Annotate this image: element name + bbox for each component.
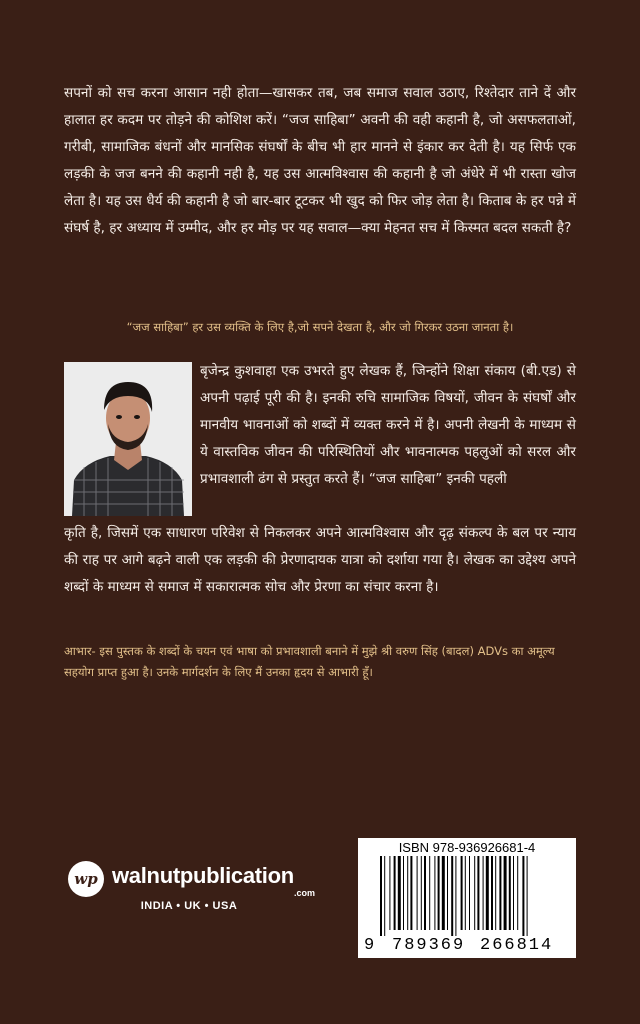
barcode-bar bbox=[455, 856, 456, 936]
barcode-bar bbox=[384, 856, 385, 936]
barcode-bar bbox=[477, 856, 479, 930]
publisher-logo-mark: wp bbox=[68, 861, 104, 897]
barcode-digit-group-2: 266814 bbox=[480, 936, 554, 955]
barcode-bar bbox=[513, 856, 514, 930]
barcode-bar bbox=[522, 856, 524, 936]
publisher-domain-suffix: .com bbox=[294, 888, 316, 898]
barcode-bar bbox=[486, 856, 489, 930]
barcode-bar bbox=[483, 856, 484, 930]
barcode-bar bbox=[442, 856, 445, 930]
barcode-bar bbox=[517, 856, 518, 930]
barcode-bar bbox=[451, 856, 453, 936]
barcode-bar bbox=[495, 856, 496, 930]
barcode-bar bbox=[429, 856, 430, 930]
barcode-bar bbox=[474, 856, 475, 930]
barcode-bar bbox=[465, 856, 466, 930]
barcode-bar bbox=[394, 856, 396, 930]
author-portrait-icon bbox=[64, 362, 192, 516]
barcode-bar bbox=[398, 856, 401, 930]
publisher-name: walnutpublication bbox=[112, 863, 294, 888]
publisher-logo bbox=[64, 855, 324, 925]
author-bio-continued: कृति है, जिसमें एक साधारण परिवेश से निकलकर अपने आत्मविश्वास और दृढ़ संकल्प के बल पर न्याय की राह पर आगे बढ़ने वाली एक लड़की की प्रेरणादायक यात्रा को दर्शाया गया है। लेखक का उद्देश्य अपने शब्दों के माध्यम से समाज में सकारात्मक सोच और प्रेरणा का संचार करना है। bbox=[64, 525, 576, 595]
barcode-bar bbox=[424, 856, 426, 930]
barcode-bars bbox=[358, 856, 576, 936]
barcode-bar bbox=[438, 856, 440, 930]
barcode-bar bbox=[421, 856, 422, 930]
author-bio: बृजेन्द्र कुशवाहा एक उभरते हुए लेखक हैं, जिन्होंने शिक्षा संकाय (बी.एड) से अपनी पढ़ाई पूरी की है। इनकी रुचि सामाजिक विषयों, जीवन के संघर्षों और मानवीय भावनाओं को शब्दों में व्यक्त करने में है। अपनी लेखनी के माध्यम से ये वास्तविक जीवन की परिस्थितियों और भावनात्मक पहलुओं को सरल और प्रभावशाली ढंग से प्रस्तुत करते हैं। “जज साहिबा” इनकी पहली bbox=[200, 363, 576, 487]
barcode-digit-group-1: 789369 bbox=[392, 936, 466, 955]
barcode-bar bbox=[434, 856, 435, 930]
acknowledgement: आभार- इस पुस्तक के शब्दों के चयन एवं भाषा को प्रभावशाली बनाने में मुझे श्री वरुण सिंह (बादल) ADVs का अमूल्य सहयोग प्राप्त हुआ है। उनके मार्गदर्शन के लिए मैं उनका हृदय से आभारी हूँ। bbox=[64, 644, 555, 679]
barcode-bar bbox=[499, 856, 501, 930]
barcode-bar bbox=[447, 856, 448, 930]
book-tagline: “जज साहिबा” हर उस व्यक्ति के लिए है,जो सपने देखता है, और जो गिरकर उठना जानता है। bbox=[126, 320, 514, 334]
barcode-bar bbox=[504, 856, 507, 930]
publisher-regions: INDIA • UK • USA bbox=[140, 900, 238, 912]
barcode-bar bbox=[461, 856, 463, 930]
book-blurb: सपनों को सच करना आसान नही होता—खासकर तब, जब समाज सवाल उठाए, रिश्तेदार ताने दें और हालात हर कदम पर तोड़ने की कोशिश करें। “जज साहिबा” अवनी की वही कहानी है, जो असफलताओं, गरीबी, सामाजिक बंधनों और मानसिक संघर्षों के बीच भी हार मानने से इंकार कर देती है। यह सिर्फ एक लड़की के जज बनने की कहानी नही है, यह उस आत्मविश्वास की कहानी है जो अंधेरे में भी रास्ता खोज लेता है। यह उस धैर्य की कहानी है जो बार-बार टूटकर भी खुद को फिर जोड़ लेता है। किताब के हर पन्ने में संघर्ष है, हर अध्याय में उम्मीद, और हर मोड़ पर यह सवाल—क्या मेहनत सच में किस्मत बदल सकती है? bbox=[64, 85, 576, 236]
barcode-bar bbox=[410, 856, 412, 930]
barcode-bar bbox=[389, 856, 390, 930]
barcode-bar bbox=[417, 856, 418, 930]
isbn-barcode bbox=[358, 838, 576, 958]
barcode-bar bbox=[380, 856, 382, 936]
author-photo bbox=[64, 362, 192, 516]
barcode-bar bbox=[403, 856, 404, 930]
isbn-label: ISBN 978-936926681-4 bbox=[398, 840, 536, 855]
barcode-bar bbox=[469, 856, 470, 930]
barcode-bar bbox=[407, 856, 408, 930]
barcode-bar bbox=[509, 856, 511, 930]
barcode-bar bbox=[527, 856, 528, 936]
barcode-digit-first: 9 bbox=[364, 936, 375, 955]
barcode-bar bbox=[491, 856, 493, 930]
